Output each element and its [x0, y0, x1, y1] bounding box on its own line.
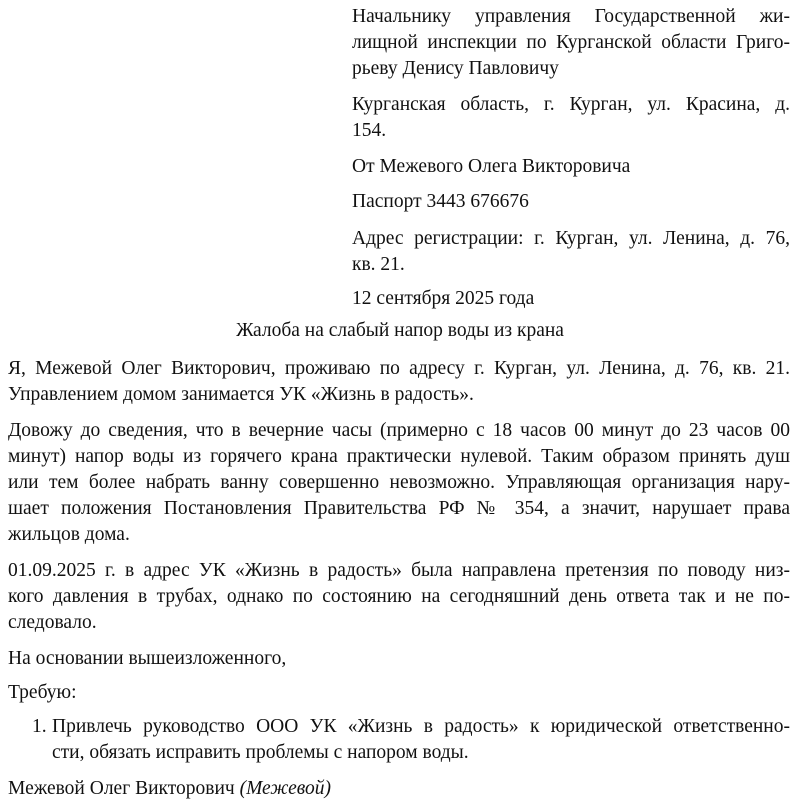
- recipient-address: [352, 92, 790, 144]
- paragraph-line: Требую:: [8, 682, 77, 703]
- passport-text: Паспорт 3443 676676: [352, 191, 529, 212]
- paragraph-line: шает положения Постановления Правительства РФ № 354, а значит, нарушает права: [8, 498, 790, 519]
- paragraph-complaint: [8, 418, 790, 548]
- paragraph-line: 01.09.2025 г. в адрес УК «Жизнь в радость» была направлена претензия по поводу низ-: [8, 560, 790, 581]
- sender-text: От Межевого Олега Викторовича: [352, 156, 631, 177]
- registration-address: [352, 226, 790, 278]
- sender-name: [352, 154, 790, 180]
- paragraph-line: минут) напор воды из горячего крана практически нулевой. Таким образом принять душ: [8, 446, 790, 467]
- recipient-line: лищной инспекции по Курганской области Григо-: [352, 32, 790, 53]
- paragraph-line: следовало.: [8, 612, 97, 633]
- paragraph-basis: [8, 646, 790, 672]
- paragraph-line: Управлением домом занимается УК «Жизнь в радость».: [8, 384, 474, 405]
- recipient-block: [352, 4, 790, 82]
- paragraph-residence: [8, 356, 790, 408]
- passport: [352, 189, 790, 215]
- recipient-line: рьеву Денису Павловичу: [352, 58, 559, 79]
- registration-line: Адрес регистрации: г. Курган, ул. Ленина, д. 76,: [352, 228, 790, 249]
- signature: [8, 776, 790, 802]
- paragraph-line: Довожу до сведения, что в вечерние часы (примерно с 18 часов 00 минут до 23 часов 00: [8, 420, 790, 441]
- demand-line: сти, обязать исправить проблемы с напором воды.: [52, 742, 469, 763]
- recipient-line: Начальнику управления Государственной жи-: [352, 6, 790, 27]
- signature-name: Межевой Олег Викторович: [8, 778, 235, 799]
- paragraph-line: или тем более набрать ванну совершенно невозможно. Управляющая организация нару-: [8, 472, 790, 493]
- paragraph-line: кого давления в трубах, однако по состоянию на сегодняшний день ответа так и не по-: [8, 586, 790, 607]
- date-text: 12 сентября 2025 года: [352, 288, 535, 309]
- paragraph-line: Я, Межевой Олег Викторович, проживаю по адресу г. Курган, ул. Ленина, д. 76, кв. 21.: [8, 358, 790, 379]
- demand-line: Привлечь руководство ООО УК «Жизнь в радость» к юридической ответственно-: [52, 716, 790, 737]
- handwritten-signature: (Межевой): [239, 778, 331, 799]
- registration-line: кв. 21.: [352, 254, 405, 275]
- recipient-address-line: 154.: [352, 120, 387, 141]
- paragraph-line: На основании вышеизложенного,: [8, 648, 287, 669]
- paragraph-line: жильцов дома.: [8, 524, 130, 545]
- paragraph-demand-heading: [8, 680, 790, 706]
- demand-number: 1.: [32, 716, 47, 737]
- recipient-address-line: Курганская область, г. Курган, ул. Красина, д.: [352, 94, 790, 115]
- document-title: Жалоба на слабый напор воды из крана: [236, 320, 564, 341]
- document-date: [352, 286, 790, 312]
- paragraph-claim-history: [8, 558, 790, 636]
